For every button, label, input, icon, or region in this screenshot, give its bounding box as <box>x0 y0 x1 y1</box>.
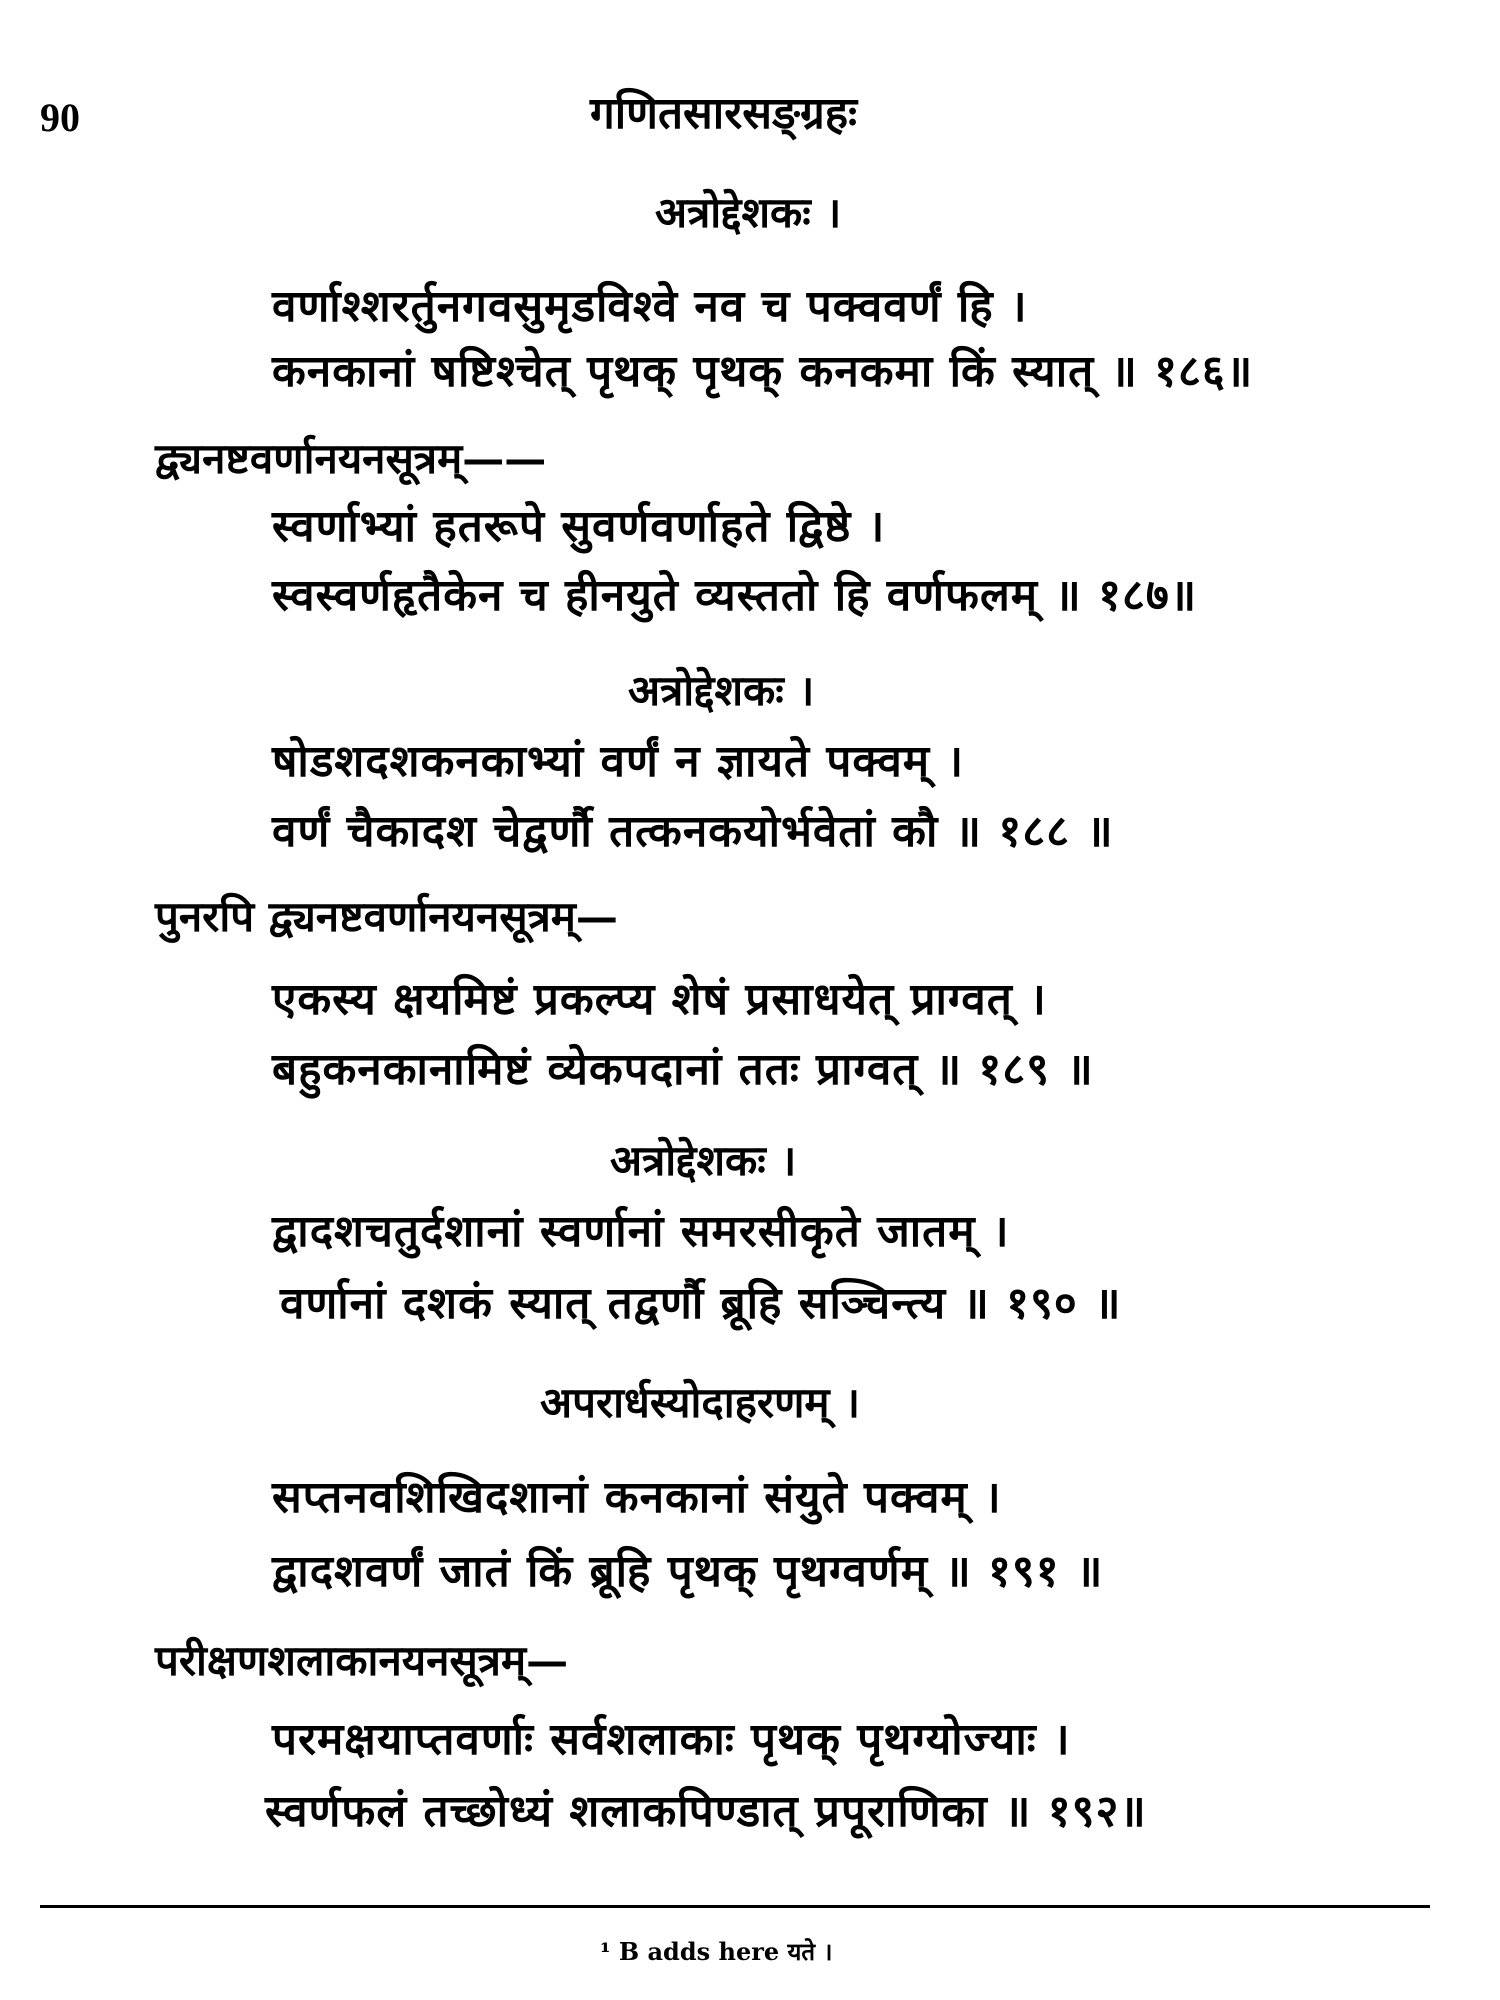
verse-line: स्वर्णाभ्यां हतरूपे सुवर्णवर्णाहते द्विष्ठे । <box>272 501 886 552</box>
verse-line: बहुकनकानामिष्टं व्येकपदानां ततः प्राग्वत् ॥ १८९ ॥ <box>272 1044 1094 1095</box>
verse-line: वर्णानां दशकं स्यात् तद्वर्णौ ब्रूहि सञ्चिन्त्य ॥ १९० ॥ <box>280 1278 1122 1329</box>
verse-line: परमक्षयाप्तवर्णाः सर्वशलाकाः पृथक् पृथग्योज्याः । <box>272 1714 1071 1765</box>
verse-line: एकस्य क्षयमिष्टं प्रकल्प्य शेषं प्रसाधयेत् प्राग्वत् । <box>272 974 1047 1025</box>
section-heading: अत्रोद्देशकः । <box>610 1136 797 1185</box>
verse-line: कनकानां षष्टिश्चेत् पृथक् पृथक् कनकमा किं स्यात् ॥ १८६॥ <box>272 346 1254 397</box>
footnote-divider <box>40 1905 1430 1908</box>
verse-line: स्वस्वर्णहृतैकेन च हीनयुते व्यस्ततो हि वर्णफलम् ॥ १८७॥ <box>272 570 1198 621</box>
section-heading: अत्रोद्देशकः । <box>628 666 815 715</box>
verse-line: सप्तनवशिखिदशानां कनकानां संयुते पक्वम् । <box>272 1472 1002 1523</box>
running-title: गणितसारसङ्ग्रहः <box>590 88 858 139</box>
verse-line: द्वादशवर्णं जातं किं ब्रूहि पृथक् पृथग्वर्णम् ॥ १९१ ॥ <box>272 1546 1104 1597</box>
verse-line: षोडशदशकनकाभ्यां वर्णं न ज्ञायते पक्वम् । <box>272 736 965 787</box>
rule-heading: द्व्यनष्टवर्णानयनसूत्रम्—— <box>155 434 547 483</box>
footnote: ¹ B adds here यते । <box>600 1937 833 1966</box>
verse-line: स्वर्णफलं तच्छोध्यं शलाकपिण्डात् प्रपूराणिका ॥ १९२॥ <box>265 1786 1147 1837</box>
section-heading: अपरार्धस्योदाहरणम् । <box>540 1378 861 1427</box>
verse-line: द्वादशचतुर्दशानां स्वर्णानां समरसीकृते जातम् । <box>272 1206 1010 1257</box>
section-heading: अत्रोद्देशकः । <box>655 188 842 237</box>
rule-heading: पुनरपि द्व्यनष्टवर्णानयनसूत्रम्— <box>155 892 618 941</box>
rule-heading: परीक्षणशलाकानयनसूत्रम्— <box>155 1636 569 1685</box>
verse-line: वर्णं चैकादश चेद्वर्णौ तत्कनकयोर्भवेतां कौ ॥ १८८ ॥ <box>272 806 1114 857</box>
verse-line: वर्णाश्शरर्तुनगवसुमृडविश्वे नव च पक्ववर्णं हि । <box>272 281 1028 332</box>
page-number: 90 <box>40 95 80 140</box>
